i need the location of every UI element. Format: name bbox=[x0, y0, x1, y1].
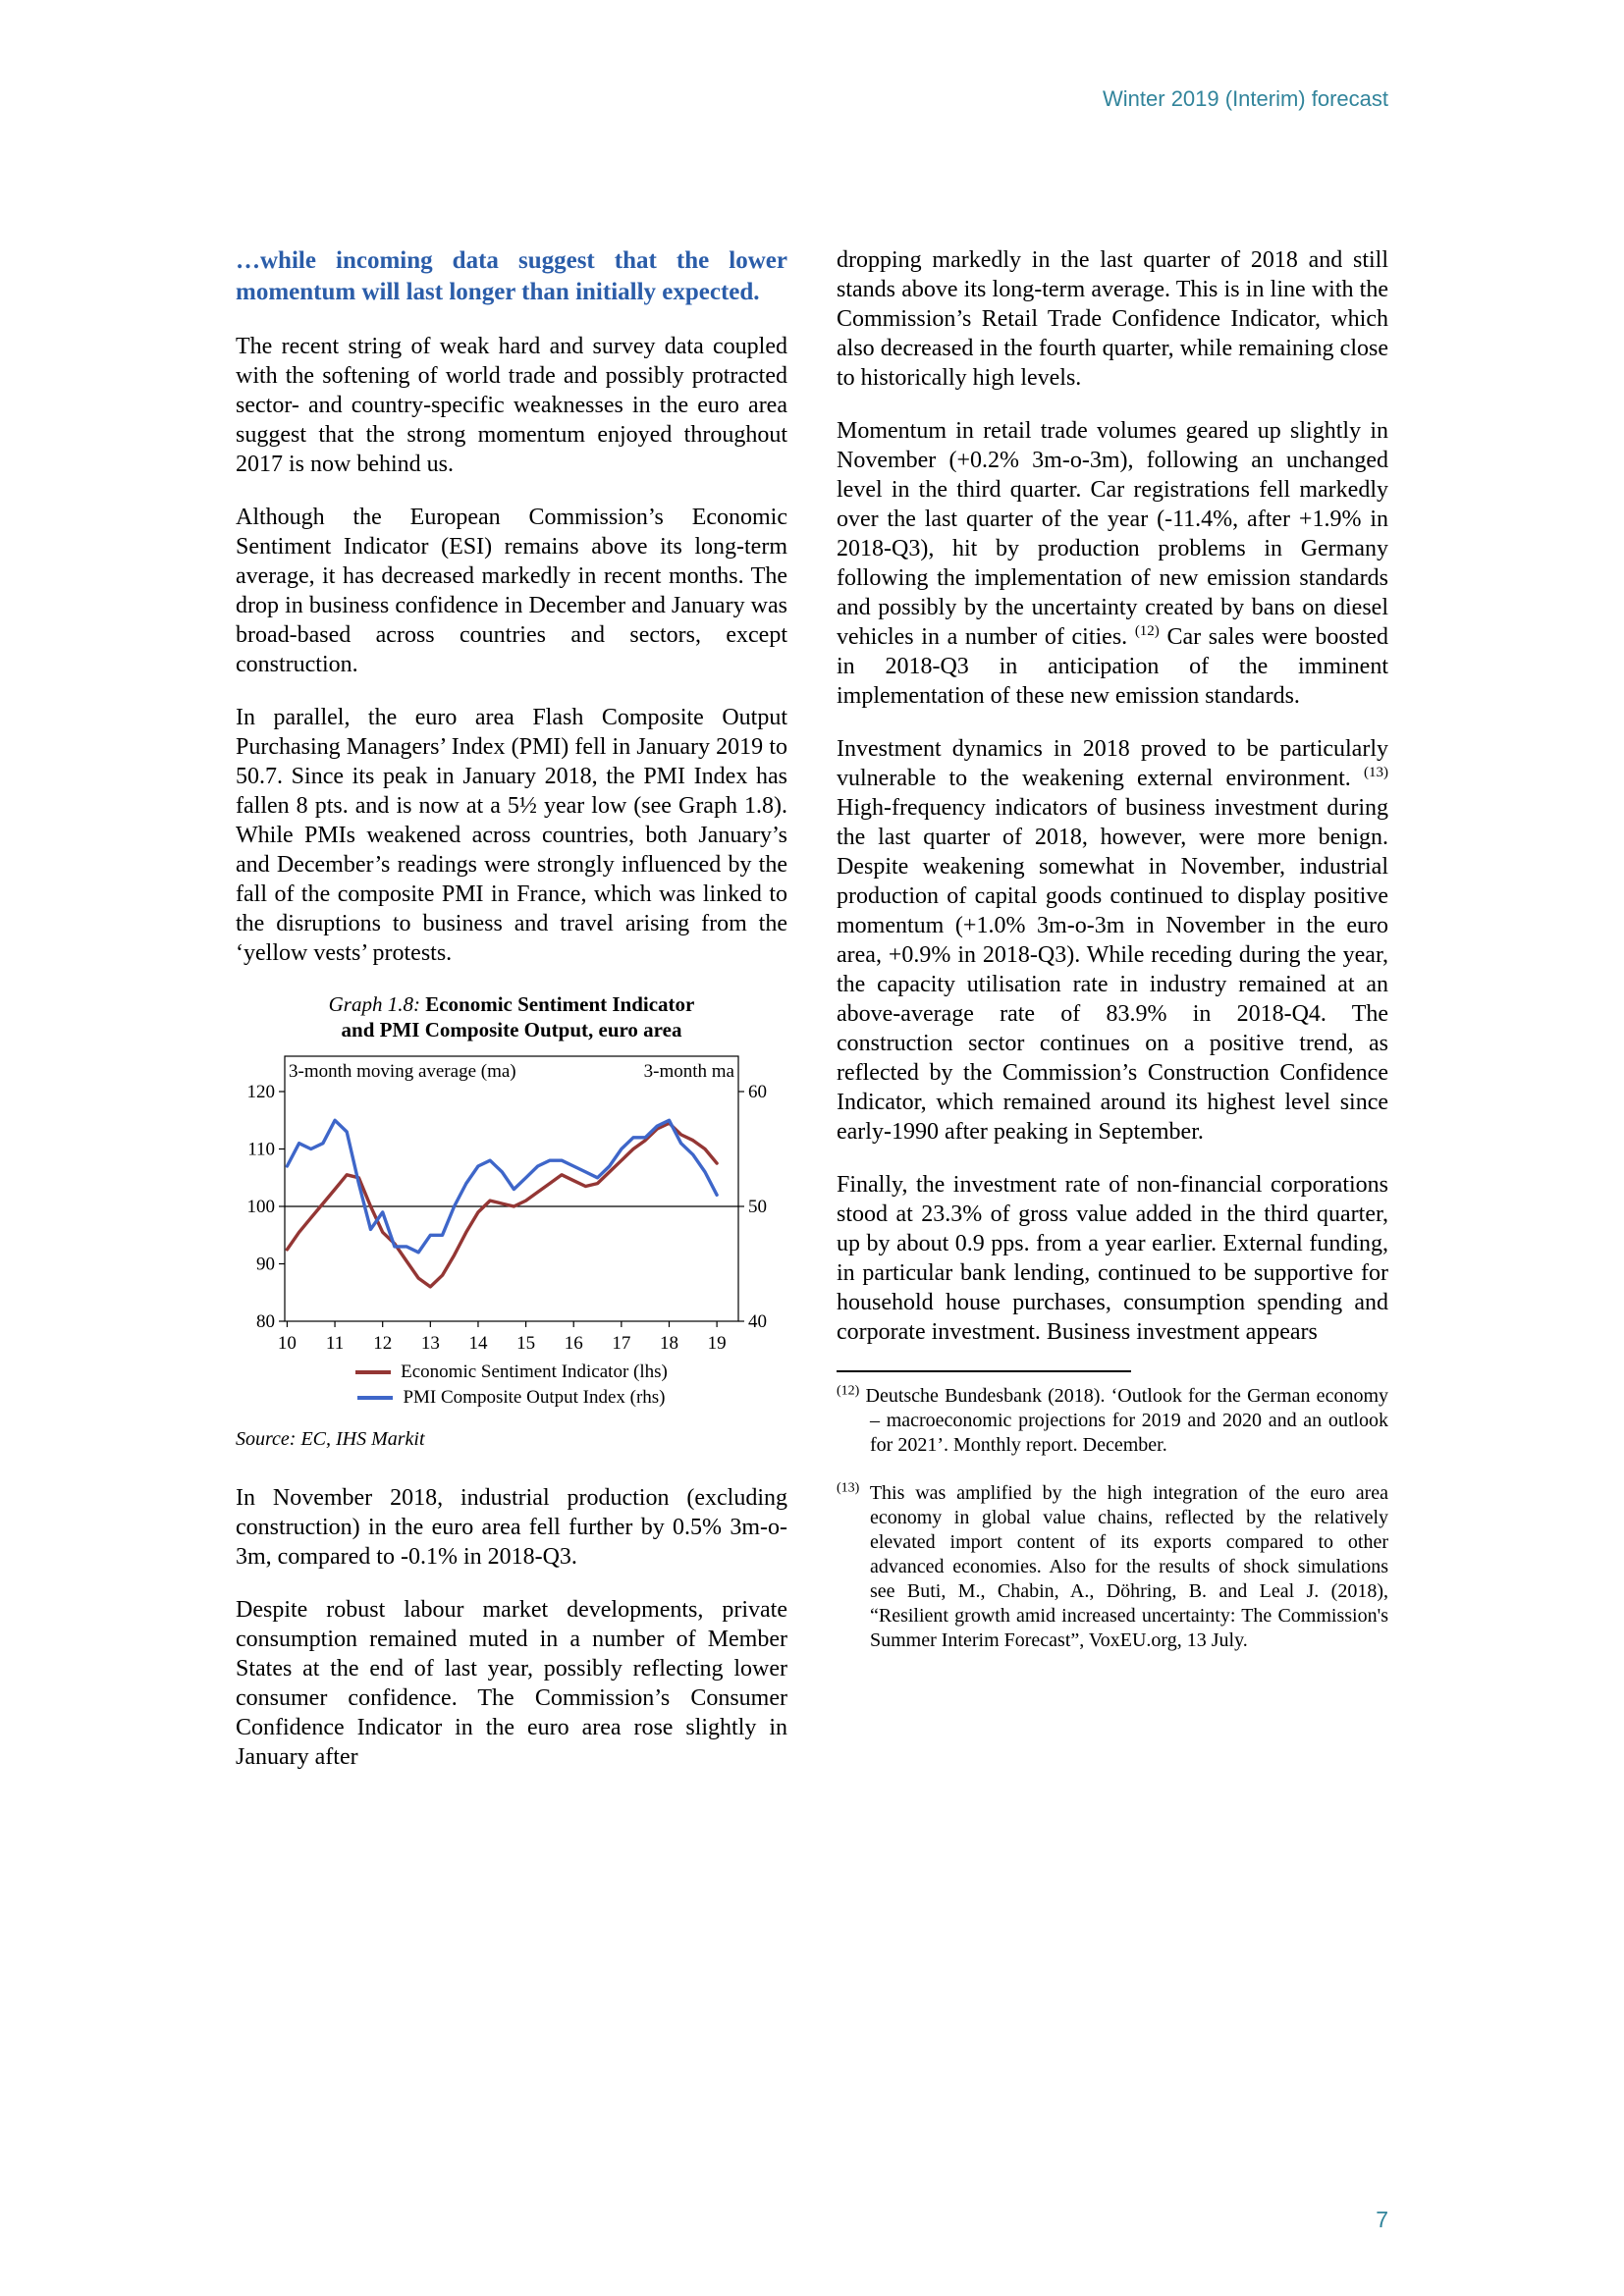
paragraph: dropping markedly in the last quarter of 2018 and still stands above its long-term average. This is in line with the Commission’s Retail Trade Confidence Indicator, which also decreased in the fourth quarter, while remaining close to historically high levels. bbox=[837, 247, 1388, 391]
footnote-marker: (13) bbox=[837, 1480, 860, 1496]
svg-text:13: 13 bbox=[420, 1333, 440, 1354]
svg-text:18: 18 bbox=[659, 1333, 678, 1354]
paragraph: The recent string of weak hard and survey data coupled with the softening of world trade and possibly protracted sector- and country-specific weaknesses in the euro area suggest that the strong momentum enjoyed throughout 2017 is now behind us. bbox=[236, 334, 787, 477]
svg-text:10: 10 bbox=[277, 1333, 297, 1354]
running-header: Winter 2019 (Interim) forecast bbox=[1103, 86, 1388, 111]
paragraph: In parallel, the euro area Flash Composite Output Purchasing Managers’ Index (PMI) fell in January 2019 to 50.7. Since its peak in January 2018, the PMI Index has fallen 8 pts. and is now at a 5½ year low (see Graph 1.8). While PMIs weakened across countries, both January’s and December’s readings were strongly influenced by the fall of the composite PMI in France, which was linked to the disruptions to business and travel arising from the ‘yellow vests’ protests. bbox=[236, 705, 787, 966]
paragraph-text: Momentum in retail trade volumes geared up slightly in November (+0.2% 3m-o-3m), following an unchanged level in the third quarter. Car registrations fell markedly over the last quarter of the year (-11.4%, after +1.9% in 2018-Q3), hit by production problems in Germany following the implementation of new emission standards and possibly by the uncertainty created by bans on diesel vehicles in a number of cities. bbox=[837, 418, 1388, 650]
column-left bbox=[236, 245, 787, 1795]
column-right bbox=[837, 245, 1388, 1795]
chart bbox=[236, 991, 787, 1454]
svg-text:80: 80 bbox=[256, 1311, 275, 1332]
svg-text:15: 15 bbox=[516, 1333, 536, 1354]
paragraph: Finally, the investment rate of non-financial corporations stood at 23.3% of gross value added in the third quarter, up by about 0.9 pps. from a year earlier. External funding, in particular bank lending, continued to be supportive for household house purchases, consumption spending and corporate investment. Business investment appears bbox=[837, 1172, 1388, 1345]
chart-title-text: Economic Sentiment Indicator bbox=[425, 992, 695, 1016]
footnote-separator bbox=[837, 1370, 1131, 1372]
svg-text:100: 100 bbox=[246, 1197, 275, 1217]
legend-label: PMI Composite Output Index (rhs) bbox=[403, 1387, 666, 1408]
paragraph: Despite robust labour market developments, private consumption remained muted in a number of Member States at the end of last year, possibly reflecting lower consumer confidence. The Commission’s Consumer Confidence Indicator in the euro area rose slightly in January after bbox=[236, 1597, 787, 1770]
svg-text:11: 11 bbox=[325, 1333, 345, 1354]
esi-line-swatch bbox=[355, 1370, 391, 1374]
chart-title-text: and PMI Composite Output, euro area bbox=[341, 1018, 682, 1041]
paragraph-text: High-frequency indicators of business investment during the last quarter of 2018, however, were more benign. Despite weakening somewhat in November, industrial production of capital goods continued to display positive momentum (+1.0% 3m-o-3m in November in the euro area, +0.9% in 2018-Q3). While receding during the year, the capacity utilisation rate in industry remained at an above-average rate of 83.9% in 2018-Q4. The construction sector continues on a positive trend, as reflected by the Commission’s Construction Confidence Indicator, which remained around its highest level since early-1990 after peaking in September. bbox=[837, 795, 1388, 1145]
line-chart bbox=[236, 1050, 787, 1359]
footnote-13 bbox=[837, 1481, 1388, 1653]
footnote-12 bbox=[837, 1384, 1388, 1458]
svg-text:110: 110 bbox=[247, 1139, 275, 1160]
svg-text:16: 16 bbox=[564, 1333, 583, 1354]
page-number: 7 bbox=[1376, 2207, 1388, 2232]
footnote-text: Deutsche Bundesbank (2018). ‘Outlook for the German economy – macroeconomic projections for 2019 and 2020 and an outlook for 2021’. Monthly report. December. bbox=[865, 1385, 1388, 1456]
svg-text:12: 12 bbox=[373, 1333, 393, 1354]
chart-legend bbox=[236, 1361, 787, 1409]
legend-item-esi bbox=[355, 1361, 668, 1383]
paragraph bbox=[837, 734, 1388, 1147]
paragraph-text: Investment dynamics in 2018 proved to be particularly vulnerable to the weakening external environment. bbox=[837, 736, 1388, 791]
paragraph bbox=[837, 416, 1388, 711]
svg-text:3-month moving average (ma): 3-month moving average (ma) bbox=[289, 1061, 516, 1082]
svg-text:50: 50 bbox=[748, 1197, 767, 1217]
footnote-reference-12: (12) bbox=[1134, 623, 1160, 639]
svg-text:60: 60 bbox=[748, 1082, 767, 1102]
section-heading: …while incoming data suggest that the lower momentum will last longer than initially expected. bbox=[236, 247, 787, 305]
footnote-marker: (12) bbox=[837, 1383, 860, 1399]
footnotes bbox=[837, 1370, 1388, 1653]
svg-text:90: 90 bbox=[256, 1254, 275, 1275]
svg-text:17: 17 bbox=[612, 1333, 631, 1354]
svg-text:120: 120 bbox=[246, 1082, 275, 1102]
legend-item-pmi bbox=[357, 1386, 665, 1409]
svg-text:14: 14 bbox=[468, 1333, 488, 1354]
footnote-reference-13: (13) bbox=[1364, 765, 1388, 780]
chart-title-line1 bbox=[236, 991, 787, 1017]
two-column-body bbox=[236, 245, 1388, 1795]
chart-graph-number: Graph 1.8: bbox=[328, 992, 420, 1016]
svg-text:3-month ma: 3-month ma bbox=[643, 1061, 734, 1082]
legend-label: Economic Sentiment Indicator (lhs) bbox=[401, 1362, 668, 1382]
pmi-line-swatch bbox=[357, 1396, 393, 1400]
svg-text:19: 19 bbox=[707, 1333, 727, 1354]
svg-text:40: 40 bbox=[748, 1311, 767, 1332]
chart-plot-area bbox=[236, 1050, 787, 1359]
footnote-text: This was amplified by the high integration of the euro area economy in global value chains, reflected by the relatively elevated import content of its exports compared to other advanced economies. Also for the results of shock simulations see Buti, M., Chabin, A., Döhring, B. and Leal J. (2018), “Resilient growth amid increased uncertainty: The Commission's Summer Interim Forecast”, VoxEU.org, 13 July. bbox=[869, 1482, 1389, 1651]
paragraph: In November 2018, industrial production (excluding construction) in the euro area fell further by 0.5% 3m-o-3m, compared to -0.1% in 2018-Q3. bbox=[236, 1485, 787, 1570]
chart-title-line2 bbox=[236, 1017, 787, 1042]
paragraph-text: Car sales were boosted in 2018-Q3 in anticipation of the imminent implementation of these new emission standards. bbox=[837, 624, 1389, 709]
paragraph: Although the European Commission’s Economic Sentiment Indicator (ESI) remains above its long-term average, it has decreased markedly in recent months. The drop in business confidence in December and January was broad-based across countries and sectors, except construction. bbox=[236, 505, 787, 677]
chart-source: Source: EC, IHS Markit bbox=[236, 1428, 425, 1450]
